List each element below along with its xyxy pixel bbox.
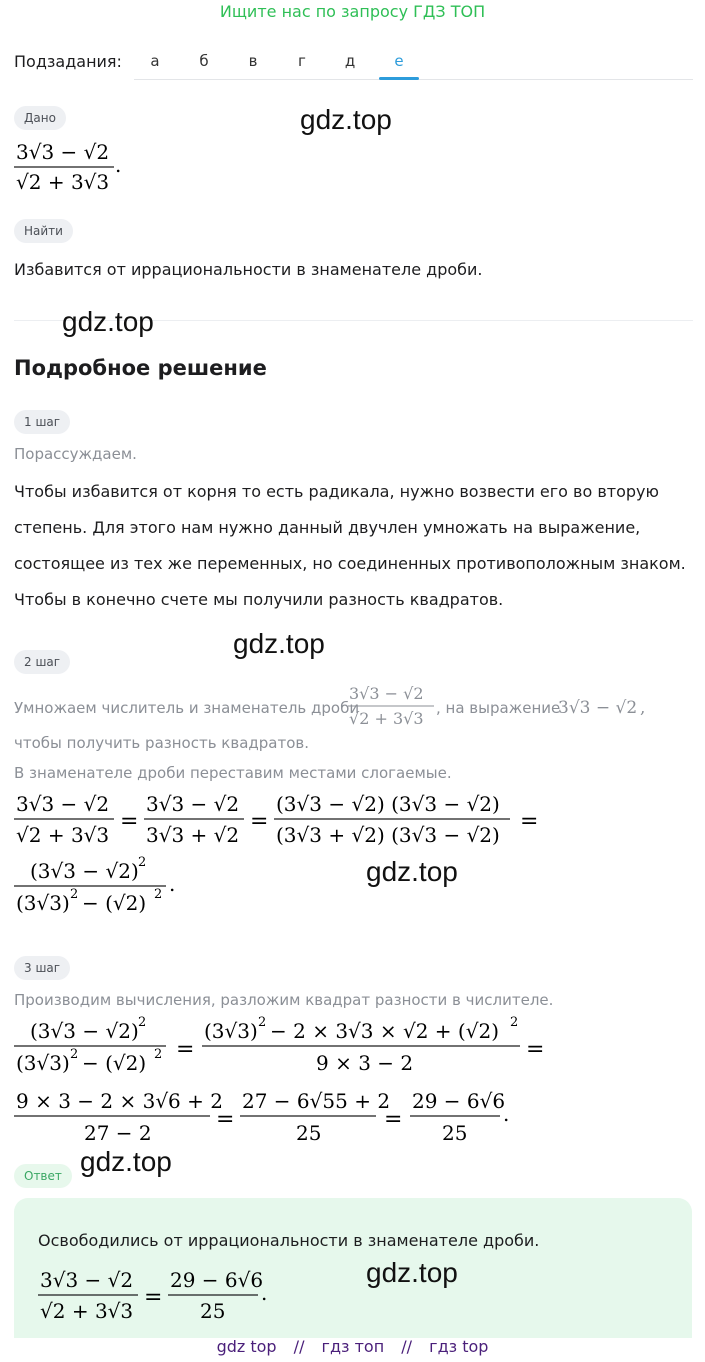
svg-text:(3√3): (3√3) [204, 1019, 258, 1043]
tab-a[interactable]: а [150, 52, 160, 70]
svg-text:(3√3 − √2) (3√3 − √2): (3√3 − √2) (3√3 − √2) [276, 792, 500, 816]
svg-text:9 × 3 − 2 × 3√6 + 2: 9 × 3 − 2 × 3√6 + 2 [16, 1089, 223, 1113]
watermark: gdz.top [233, 628, 325, 659]
svg-text:(3√3 − √2): (3√3 − √2) [30, 1019, 139, 1043]
step1-line: Чтобы в конечно счете мы получили разность квадратов. [14, 590, 504, 609]
svg-text:√2 + 3√3: √2 + 3√3 [16, 823, 110, 847]
svg-text:2: 2 [154, 887, 163, 902]
svg-text:2: 2 [70, 887, 79, 902]
watermark: gdz.top [80, 1146, 172, 1177]
svg-text:(3√3 − √2): (3√3 − √2) [30, 859, 139, 883]
step2-text-c: чтобы получить разность квадратов. [14, 734, 310, 752]
svg-text:29 − 6√6: 29 − 6√6 [412, 1089, 506, 1113]
answer-equation [38, 1266, 278, 1326]
svg-text:=: = [216, 1107, 235, 1132]
svg-text:.: . [169, 872, 176, 896]
watermark: gdz.top [62, 306, 154, 337]
multiplier-text: 3√3 − √2 [558, 698, 638, 718]
svg-text:3√3 − √2: 3√3 − √2 [146, 792, 240, 816]
footer-link[interactable]: гдз top [429, 1337, 489, 1356]
svg-text:=: = [120, 809, 139, 834]
step1-line: Чтобы избавится от корня то есть радикала, нужно возвести его во вторую [14, 482, 659, 501]
tab-v[interactable]: в [248, 52, 258, 70]
step1-badge: 1 шаг [14, 410, 70, 434]
step2-badge: 2 шаг [14, 650, 70, 674]
step2-inline-fraction [348, 682, 440, 732]
svg-text:.: . [115, 153, 122, 177]
active-tab-indicator [379, 77, 419, 80]
subtasks-nav [14, 44, 693, 80]
svg-text:,: , [640, 698, 646, 718]
svg-text:3√3 − √2: 3√3 − √2 [40, 1268, 134, 1292]
watermark: gdz.top [300, 104, 392, 135]
svg-text:2: 2 [70, 1047, 79, 1062]
answer-text: Освободились от иррациональности в знаменателе дроби. [38, 1231, 540, 1250]
svg-text:(3√3): (3√3) [16, 1051, 70, 1075]
svg-text:− 2 × 3√3 × √2 + (√2): − 2 × 3√3 × √2 + (√2) [270, 1019, 499, 1043]
watermark: gdz.top [366, 1257, 458, 1288]
svg-text:2: 2 [510, 1015, 519, 1030]
find-badge: Найти [14, 219, 73, 243]
svg-text:27 − 6√55 + 2: 27 − 6√55 + 2 [242, 1089, 391, 1113]
tab-d[interactable]: д [344, 52, 356, 70]
svg-text:(3√3): (3√3) [16, 891, 70, 915]
step1-line: степень. Для этого нам нужно данный двучлен умножать на выражение, [14, 518, 641, 537]
step2-text-d: В знаменателе дроби переставим местами слогаемые. [14, 764, 452, 782]
svg-text:2: 2 [138, 1015, 147, 1030]
svg-text:2: 2 [138, 855, 147, 870]
tab-b[interactable]: б [199, 52, 209, 70]
footer-separator: // [401, 1337, 413, 1356]
svg-text:=: = [384, 1107, 403, 1132]
svg-text:25: 25 [442, 1121, 468, 1145]
step2-multiplier [556, 694, 651, 718]
answer-badge: Ответ [14, 1164, 72, 1188]
svg-text:√2 + 3√3: √2 + 3√3 [40, 1299, 134, 1323]
footer-links [0, 1337, 705, 1356]
step2-equation [14, 790, 554, 920]
svg-text:29 − 6√6: 29 − 6√6 [170, 1268, 264, 1292]
given-fraction [14, 138, 134, 198]
given-badge: Дано [14, 106, 66, 130]
svg-text:=: = [526, 1037, 545, 1062]
svg-text:25: 25 [296, 1121, 322, 1145]
svg-text:3√3 − √2: 3√3 − √2 [16, 792, 110, 816]
svg-text:25: 25 [200, 1299, 226, 1323]
solution-title: Подробное решение [14, 356, 267, 380]
svg-text:=: = [144, 1285, 163, 1310]
svg-text:27 − 2: 27 − 2 [84, 1121, 152, 1145]
step3-equation [14, 1014, 554, 1148]
footer-link[interactable]: gdz top [216, 1337, 277, 1356]
step2-text-b: , на выражение [436, 699, 561, 717]
svg-text:2: 2 [154, 1047, 163, 1062]
watermark: gdz.top [366, 856, 458, 887]
footer-link[interactable]: гдз топ [321, 1337, 385, 1356]
step1-line: состоящее из тех же переменных, но соединенных противоположным знаком. [14, 554, 686, 573]
step2-text-a: Умножаем числитель и знаменатель дроби [14, 699, 360, 717]
svg-text:=: = [250, 809, 269, 834]
svg-text:=: = [520, 809, 539, 834]
footer-separator: // [293, 1337, 305, 1356]
svg-text:3√3 − √2: 3√3 − √2 [16, 140, 110, 164]
svg-text:.: . [503, 1102, 510, 1126]
svg-text:3√3 + √2: 3√3 + √2 [146, 823, 240, 847]
svg-text:(3√3 + √2) (3√3 − √2): (3√3 + √2) (3√3 − √2) [276, 823, 500, 847]
svg-text:2: 2 [258, 1015, 267, 1030]
subtasks-label: Подзадания: [14, 52, 122, 71]
svg-text:√2 + 3√3: √2 + 3√3 [349, 709, 424, 728]
tab-g[interactable]: г [298, 52, 306, 70]
svg-text:√2 + 3√3: √2 + 3√3 [16, 170, 110, 194]
svg-text:− (√2): − (√2) [82, 891, 147, 915]
step3-badge: 3 шаг [14, 956, 70, 980]
find-text: Избавится от иррациональности в знаменателе дроби. [14, 260, 483, 279]
step3-text: Производим вычисления, разложим квадрат разности в числителе. [14, 991, 554, 1009]
tab-e[interactable]: е [394, 52, 404, 70]
svg-text:.: . [261, 1281, 268, 1305]
svg-text:3√3 − √2: 3√3 − √2 [349, 684, 424, 703]
svg-text:− (√2): − (√2) [82, 1051, 147, 1075]
step1-explanation [14, 474, 694, 618]
promo-banner[interactable]: Ищите нас по запросу ГДЗ ТОП [219, 2, 486, 21]
svg-text:=: = [176, 1037, 195, 1062]
svg-text:9 × 3 − 2: 9 × 3 − 2 [316, 1051, 414, 1075]
step1-lead: Порассуждаем. [14, 445, 137, 463]
